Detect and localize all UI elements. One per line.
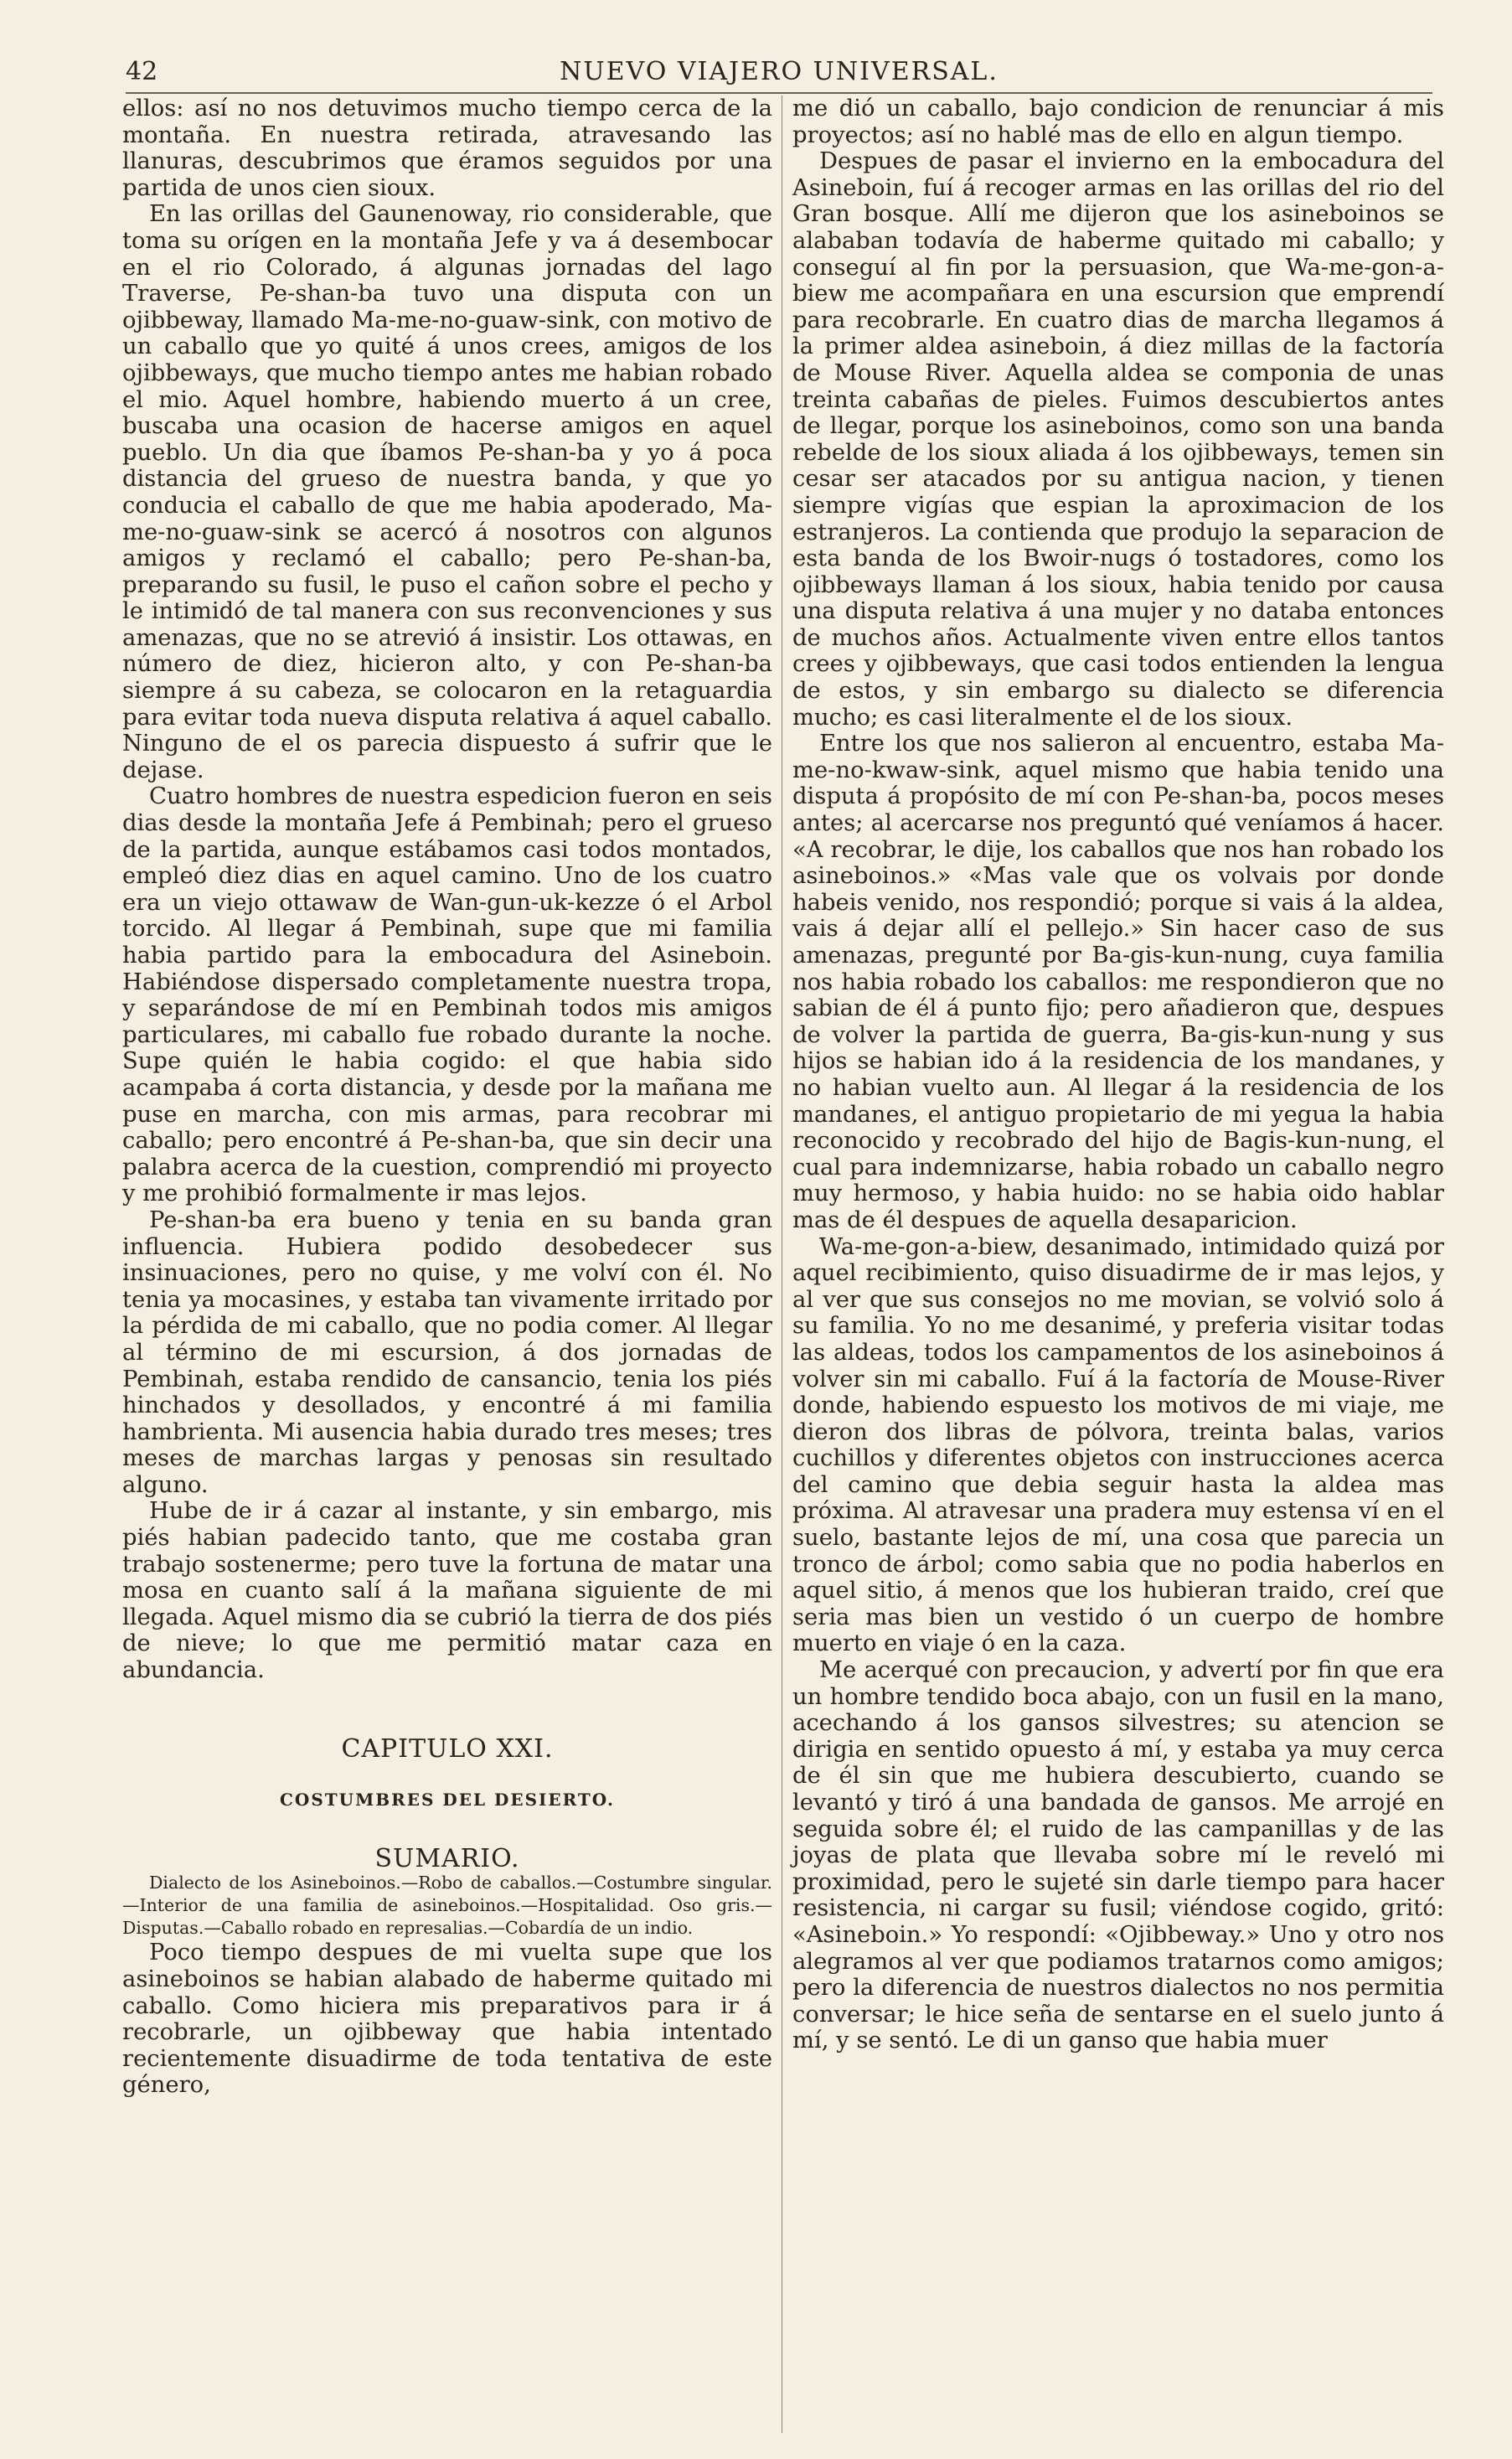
right-column <box>792 96 1444 2054</box>
running-head: NUEVO VIAJERO UNIVERSAL. <box>560 57 999 86</box>
left-column <box>122 96 772 2099</box>
left-paragraph-1: ellos: así no nos detuvimos mucho tiempo cerca de la montaña. En nuestra retirada, atravesando las llanuras, descubrimos que éramos seguidos por una partida de unos cien sioux. <box>122 96 772 201</box>
page-number: 42 <box>126 57 158 86</box>
right-paragraph-5: Me acerqué con precaucion, y advertí por fin que era un hombre tendido boca abajo, con un fusil en la mano, acechando á los gansos silvestres; su atencion se dirigia en sentido opuesto á mí, y estaba ya muy cerca de él sin que me hubiera descubierto, cuando se levantó y tiró á una bandada de gansos. Me arrojé en seguida sobre él; el ruido de las campanillas y de las joyas de plata que llevaba sobre mí le reveló mi proximidad, pero le sujeté sin darle tiempo para hacer resistencia, ni cargar su fusil; viéndose cogido, gritó: «Asineboin.» Yo respondí: «Ojibbeway.» Uno y otro nos alegramos al ver que podiamos tratarnos como amigos; pero la diferencia de nuestros dialectos no nos permitia conversar; le hice seña de sentarse en el suelo junto á mí, y se sentó. Le di un ganso que habia muer <box>792 1657 1444 2054</box>
left-paragraph-2: En las orillas del Gaunenoway, rio considerable, que toma su orígen en la montaña Jefe y va á desembocar en el rio Colorado, á algunas jornadas del lago Traverse, Pe-shan-ba tuvo una disputa con un ojibbeway, llamado Ma-me-no-guaw-sink, con motivo de un caballo que yo quité á unos crees, amigos de los ojibbeways, que mucho tiempo antes me habian robado el mio. Aquel hombre, habiendo muerto á un cree, buscaba una ocasion de hacerse amigos en aquel pueblo. Un dia que íbamos Pe-shan-ba y yo á poca distancia del grueso de nuestra banda, y que yo conducia el caballo de que me habia apoderado, Ma-me-no-guaw-sink se acercó á nosotros con algunos amigos y reclamó el caballo; pero Pe-shan-ba, preparando su fusil, le puso el cañon sobre el pecho y le intimidó de tal manera con sus reconvenciones y sus amenazas, que no se atrevió á insistir. Los ottawas, en número de diez, hicieron alto, y con Pe-shan-ba siempre á su cabeza, se colocaron en la retaguardia para evitar toda nueva disputa relativa á aquel caballo. Ninguno de el os parecia dispuesto á sufrir que le dejase. <box>122 201 772 783</box>
chapter-title: CAPITULO XXI. <box>341 1733 554 1764</box>
left-paragraph-4: Pe-shan-ba era bueno y tenia en su banda gran influencia. Hubiera podido desobedecer sus insinuaciones, pero no quise, y me volví con él. No tenia ya mocasines, y estaba tan vivamente irritado por la pérdida de mi caballo, que no podia comer. Al llegar al término de mi escursion, á dos jornadas de Pembinah, estaba rendido de cansancio, tenia los piés hinchados y desollados, y encontré á mi familia hambrienta. Mi ausencia habia durado tres meses; tres meses de marchas largas y penosas sin resultado alguno. <box>122 1206 772 1498</box>
left-paragraph-5: Hube de ir á cazar al instante, y sin embargo, mis piés habian padecido tanto, que me costaba gran trabajo sostenerme; pero tuve la fortuna de matar una mosa en cuanto salí á la mañana siguiente de mi llegada. Aquel mismo dia se cubrió la tierra de dos piés de nieve; lo que me permitió matar caza en abundancia. <box>122 1498 772 1684</box>
left-paragraph-6: Poco tiempo despues de mi vuelta supe que los asineboinos se habian alabado de haberme quitado mi caballo. Como hiciera mis preparativos para ir á recobrarle, un ojibbeway que habia intentado recientemente disuadirme de toda tentativa de este género, <box>122 1940 772 2099</box>
summary-text: Dialecto de los Asineboinos.—Robo de caballos.—Costumbre singular.—Interior de una familia de asineboinos.—Hospitalidad. Oso gris.—Disputas.—Caballo robado en represalias.—Cobardía de un indio. <box>122 1873 772 1939</box>
right-paragraph-1: me dió un caballo, bajo condicion de renunciar á mis proyectos; así no hablé mas de ello en algun tiempo. <box>792 96 1444 148</box>
left-paragraph-3: Cuatro hombres de nuestra espedicion fueron en seis dias desde la montaña Jefe á Pembinah; pero el grueso de la partida, aunque estábamos casi todos montados, empleó diez dias en aquel camino. Uno de los cuatro era un viejo ottawaw de Wan-gun-uk-kezze ó el Arbol torcido. Al llegar á Pembinah, supe que mi familia habia partido para la embocadura del Asineboin. Habiéndose dispersado completamente nuestra tropa, y separándose de mí en Pembinah todos mis amigos particulares, mi caballo fue robado durante la noche. Supe quién le habia cogido: el que habia sido acampaba á corta distancia, y desde por la mañana me puse en marcha, con mis armas, para recobrar mi caballo; pero encontré á Pe-shan-ba, que sin decir una palabra acerca de la cuestion, comprendió mi proyecto y me prohibió formalmente ir mas lejos. <box>122 783 772 1207</box>
page-header <box>126 54 1432 94</box>
right-paragraph-3: Entre los que nos salieron al encuentro, estaba Ma-me-no-kwaw-sink, aquel mismo que habia tenido una disputa á propósito de mí con Pe-shan-ba, pocos meses antes; al acercarse nos preguntó qué veníamos á hacer. «A recobrar, le dije, los caballos que nos han robado los asineboinos.» «Mas vale que os volvais por donde habeis venido, nos respondió; porque si vais á la aldea, vais á dejar allí el pellejo.» Sin hacer caso de sus amenazas, pregunté por Ba-gis-kun-nung, cuya familia nos habia robado los caballos: me respondieron que no sabian de él á punto fijo; pero añadieron que, despues de volver la partida de guerra, Ba-gis-kun-nung y sus hijos se habian ido á la residencia de los mandanes, y no habian vuelto aun. Al llegar á la residencia de los mandanes, el antiguo propietario de mi yegua la habia reconocido y recobrado del hijo de Bagis-kun-nung, el cual para indemnizarse, habia robado un caballo negro muy hermoso, y habia huido: no se habia oido hablar mas de él despues de aquella desaparicion. <box>792 731 1444 1233</box>
right-paragraph-2: Despues de pasar el invierno en la embocadura del Asineboin, fuí á recoger armas en las orillas del rio del Gran bosque. Allí me dijeron que los asineboinos se alababan todavía de haberme quitado mi caballo; y conseguí al fin por la persuasion, que Wa-me-gon-a-biew me acompañara en una escursion que emprendí para recobrarle. En cuatro dias de marcha llegamos á la primer aldea asineboin, á diez millas de la factoría de Mouse River. Aquella aldea se componia de unas treinta cabañas de pieles. Fuimos descubiertos antes de llegar, porque los asineboinos, como son una banda rebelde de los sioux aliada á los ojibbeways, temen sin cesar ser atacados por su antigua nacion, y tienen siempre vigías que espian la aproximacion de los estranjeros. La contienda que produjo la separacion de esta banda de los Bwoir-nugs ó tostadores, como los ojibbeways llaman á los sioux, habia tenido por causa una disputa relativa á una mujer y no databa entonces de muchos años. Actualmente viven entre ellos tantos crees y ojibbeways, que casi todos entienden la lengua de estos, y sin embargo su dialecto se diferencia mucho; es casi literalmente el de los sioux. <box>792 148 1444 731</box>
summary-title: SUMARIO. <box>374 1843 520 1873</box>
chapter-subtitle: COSTUMBRES DEL DESIERTO. <box>279 1790 616 1811</box>
right-paragraph-4: Wa-me-gon-a-biew, desanimado, intimidado quizá por aquel recibimiento, quiso disuadirme de ir mas lejos, y al ver que sus consejos no me movian, se volvió solo á su familia. Yo no me desanimé, y preferia visitar todas las aldeas, todos los campamentos de los asineboinos á volver sin mi caballo. Fuí á la factoría de Mouse-River donde, habiendo espuesto los motivos de mi viaje, me dieron dos libras de pólvora, treinta balas, varios cuchillos y diferentes objetos con instrucciones acerca del camino que debia seguir hasta la aldea mas próxima. Al atravesar una pradera muy estensa ví en el suelo, bastante lejos de mí, una cosa que parecia un tronco de árbol; como sabia que no podia haberlos en aquel sitio, á menos que los hubieran traido, creí que seria mas bien un vestido ó un cuerpo de hombre muerto en viaje ó en la caza. <box>792 1233 1444 1657</box>
